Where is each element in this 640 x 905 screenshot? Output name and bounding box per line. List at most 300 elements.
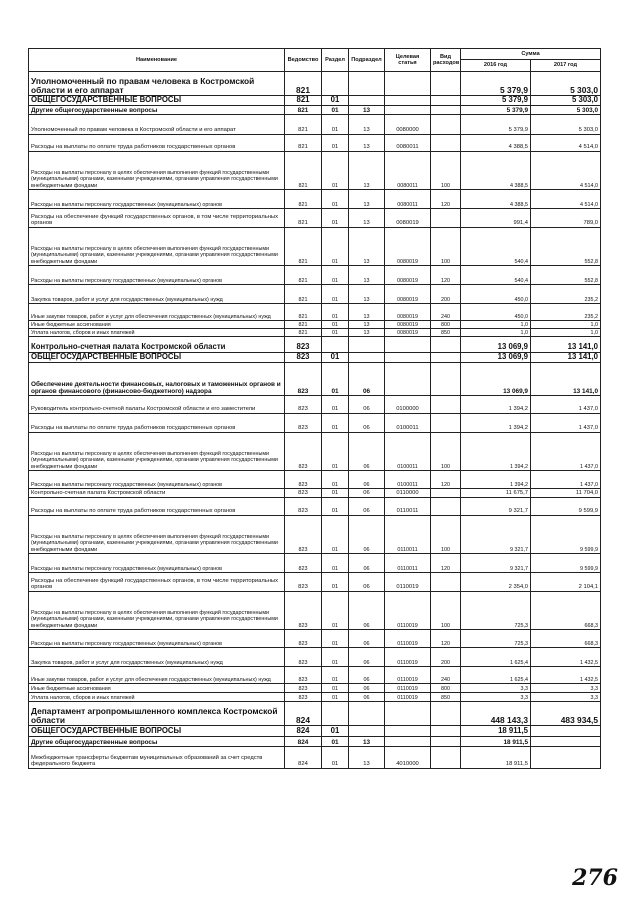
cell-sum-2016: 1 394,2	[461, 414, 531, 433]
cell-target-article: 0100011	[385, 471, 431, 489]
cell-name: Руководитель контрольно-счетной палаты Костромской области и его заместители	[29, 396, 285, 414]
cell-sum-2016: 3,3	[461, 684, 531, 693]
cell-target-article: 0080019	[385, 329, 431, 337]
cell-name: Иные бюджетные ассигнования	[29, 321, 285, 329]
cell-sum-2016: 3,3	[461, 693, 531, 702]
table-row	[29, 396, 601, 414]
cell-name: Контрольно-счетная палата Костромской области	[29, 337, 285, 353]
cell-razdel: 01	[322, 414, 349, 433]
cell-razdel	[322, 72, 349, 96]
cell-sum-2017: 235,2	[531, 285, 601, 304]
table-row	[29, 414, 601, 433]
cell-expense-type	[431, 498, 461, 516]
cell-razdel: 01	[322, 693, 349, 702]
cell-sum-2016: 725,3	[461, 630, 531, 648]
cell-ved: 821	[285, 321, 322, 329]
cell-podrazdel: 13	[349, 285, 385, 304]
cell-razdel: 01	[322, 209, 349, 228]
table-row	[29, 209, 601, 228]
cell-sum-2016: 9 321,7	[461, 516, 531, 554]
cell-expense-type: 850	[431, 693, 461, 702]
cell-expense-type: 240	[431, 667, 461, 684]
table-row	[29, 747, 601, 769]
cell-podrazdel	[349, 72, 385, 96]
cell-sum-2016: 13 069,9	[461, 353, 531, 363]
cell-expense-type	[431, 747, 461, 769]
cell-expense-type: 240	[431, 304, 461, 321]
cell-name: Иные закупки товаров, работ и услуг для обеспечения государственных (муниципальных) нужд	[29, 304, 285, 321]
cell-target-article: 0110011	[385, 554, 431, 573]
cell-razdel: 01	[322, 498, 349, 516]
cell-podrazdel: 13	[349, 321, 385, 329]
cell-sum-2016: 4 388,5	[461, 190, 531, 209]
cell-sum-2016: 1 394,2	[461, 396, 531, 414]
cell-expense-type	[431, 396, 461, 414]
table-row	[29, 152, 601, 190]
cell-razdel: 01	[322, 353, 349, 363]
cell-podrazdel: 06	[349, 684, 385, 693]
cell-name: Межбюджетные трансферты бюджетам муниципальных образований за счет средств федерального бюджета	[29, 747, 285, 769]
cell-target-article: 0100011	[385, 433, 431, 471]
cell-sum-2017: 5 303,0	[531, 115, 601, 135]
cell-name: Расходы на выплаты персоналу государственных (муниципальных) органов	[29, 630, 285, 648]
cell-sum-2016: 5 379,9	[461, 96, 531, 106]
table-row	[29, 363, 601, 396]
cell-razdel: 01	[322, 516, 349, 554]
cell-sum-2017: 235,2	[531, 304, 601, 321]
table-row	[29, 353, 601, 363]
cell-sum-2017: 1 432,5	[531, 667, 601, 684]
cell-podrazdel: 06	[349, 554, 385, 573]
cell-expense-type: 100	[431, 152, 461, 190]
header-podrazdel: Подраздел	[349, 49, 385, 72]
cell-ved: 821	[285, 190, 322, 209]
cell-target-article: 0080011	[385, 190, 431, 209]
table-row	[29, 684, 601, 693]
table-row	[29, 489, 601, 498]
cell-podrazdel	[349, 726, 385, 737]
table-row	[29, 693, 601, 702]
cell-razdel: 01	[322, 228, 349, 266]
table-row	[29, 96, 601, 106]
cell-expense-type: 120	[431, 630, 461, 648]
cell-sum-2017: 4 514,0	[531, 190, 601, 209]
cell-expense-type: 100	[431, 433, 461, 471]
cell-target-article: 0110011	[385, 516, 431, 554]
cell-ved: 821	[285, 152, 322, 190]
header-razdel: Раздел	[322, 49, 349, 72]
cell-razdel: 01	[322, 684, 349, 693]
cell-sum-2017: 4 514,0	[531, 135, 601, 152]
cell-target-article	[385, 337, 431, 353]
cell-expense-type: 120	[431, 471, 461, 489]
cell-ved: 821	[285, 115, 322, 135]
cell-razdel: 01	[322, 329, 349, 337]
cell-ved: 823	[285, 648, 322, 667]
cell-target-article: 0110019	[385, 573, 431, 592]
cell-expense-type	[431, 135, 461, 152]
cell-ved: 823	[285, 353, 322, 363]
cell-sum-2017: 789,0	[531, 209, 601, 228]
header-ved: Ведомство	[285, 49, 322, 72]
table-header	[29, 49, 601, 72]
cell-sum-2017: 11 704,0	[531, 489, 601, 498]
table-row	[29, 115, 601, 135]
cell-expense-type	[431, 72, 461, 96]
cell-podrazdel: 13	[349, 228, 385, 266]
table-row	[29, 702, 601, 726]
cell-name: Расходы на выплаты персоналу государственных (муниципальных) органов	[29, 471, 285, 489]
cell-sum-2016: 1 394,2	[461, 433, 531, 471]
cell-ved: 824	[285, 747, 322, 769]
cell-sum-2016: 5 379,9	[461, 106, 531, 115]
cell-ved: 824	[285, 726, 322, 737]
cell-razdel: 01	[322, 321, 349, 329]
cell-sum-2016: 1 625,4	[461, 648, 531, 667]
cell-expense-type	[431, 209, 461, 228]
cell-podrazdel: 06	[349, 498, 385, 516]
cell-sum-2017: 9 599,9	[531, 516, 601, 554]
cell-sum-2016: 725,3	[461, 592, 531, 630]
cell-target-article: 0110019	[385, 592, 431, 630]
cell-sum-2017: 4 514,0	[531, 152, 601, 190]
cell-podrazdel: 06	[349, 592, 385, 630]
table-row	[29, 471, 601, 489]
cell-expense-type: 800	[431, 321, 461, 329]
cell-sum-2016: 448 143,3	[461, 702, 531, 726]
cell-sum-2017: 13 141,0	[531, 353, 601, 363]
cell-podrazdel: 06	[349, 414, 385, 433]
cell-ved: 823	[285, 592, 322, 630]
cell-expense-type	[431, 573, 461, 592]
cell-ved: 824	[285, 702, 322, 726]
cell-razdel: 01	[322, 726, 349, 737]
cell-razdel: 01	[322, 471, 349, 489]
cell-expense-type: 850	[431, 329, 461, 337]
cell-sum-2016: 9 321,7	[461, 498, 531, 516]
cell-expense-type: 120	[431, 266, 461, 285]
table-row	[29, 554, 601, 573]
cell-razdel: 01	[322, 106, 349, 115]
cell-expense-type: 200	[431, 285, 461, 304]
cell-target-article: 0110019	[385, 648, 431, 667]
cell-target-article	[385, 737, 431, 747]
cell-sum-2017: 668,3	[531, 592, 601, 630]
cell-razdel: 01	[322, 667, 349, 684]
cell-name: Контрольно-счетная палата Костромской области	[29, 489, 285, 498]
table-row	[29, 648, 601, 667]
cell-podrazdel: 06	[349, 433, 385, 471]
table-row	[29, 667, 601, 684]
cell-sum-2017	[531, 726, 601, 737]
cell-podrazdel: 13	[349, 329, 385, 337]
cell-podrazdel	[349, 353, 385, 363]
cell-sum-2016: 18 911,5	[461, 726, 531, 737]
cell-expense-type	[431, 353, 461, 363]
cell-sum-2017: 552,8	[531, 228, 601, 266]
cell-sum-2017: 1 437,0	[531, 471, 601, 489]
cell-expense-type	[431, 363, 461, 396]
cell-razdel: 01	[322, 135, 349, 152]
cell-name: Департамент агропромышленного комплекса Костромской области	[29, 702, 285, 726]
cell-ved: 823	[285, 630, 322, 648]
cell-name: Закупка товаров, работ и услуг для государственных (муниципальных) нужд	[29, 285, 285, 304]
table-row	[29, 516, 601, 554]
cell-sum-2016: 4 388,5	[461, 152, 531, 190]
cell-ved: 821	[285, 209, 322, 228]
cell-ved: 821	[285, 72, 322, 96]
cell-sum-2017	[531, 737, 601, 747]
cell-target-article: 0080019	[385, 228, 431, 266]
table-row	[29, 329, 601, 337]
cell-razdel: 01	[322, 433, 349, 471]
cell-razdel: 01	[322, 573, 349, 592]
table-row	[29, 726, 601, 737]
cell-name: Расходы на обеспечение функций государственных органов, в том числе территориальных органов	[29, 209, 285, 228]
cell-podrazdel: 13	[349, 135, 385, 152]
cell-sum-2017: 3,3	[531, 693, 601, 702]
cell-podrazdel: 13	[349, 190, 385, 209]
cell-target-article: 0110019	[385, 667, 431, 684]
cell-expense-type: 120	[431, 190, 461, 209]
table-row	[29, 285, 601, 304]
cell-sum-2016: 18 911,5	[461, 737, 531, 747]
cell-sum-2016: 540,4	[461, 228, 531, 266]
cell-target-article	[385, 106, 431, 115]
cell-podrazdel: 13	[349, 266, 385, 285]
cell-razdel: 01	[322, 152, 349, 190]
table-row	[29, 304, 601, 321]
cell-ved: 821	[285, 304, 322, 321]
cell-sum-2017: 1 437,0	[531, 414, 601, 433]
cell-razdel: 01	[322, 648, 349, 667]
cell-name: Расходы на выплаты персоналу в целях обеспечения выполнения функций государственными (муниципальными) органами, казенными учреждениями, органами управления государственными внебюджетными фондами	[29, 433, 285, 471]
cell-sum-2016: 13 069,9	[461, 363, 531, 396]
table-row	[29, 321, 601, 329]
table-row	[29, 190, 601, 209]
cell-podrazdel: 13	[349, 106, 385, 115]
cell-name: Расходы на выплаты персоналу государственных (муниципальных) органов	[29, 266, 285, 285]
cell-sum-2016: 5 379,9	[461, 115, 531, 135]
cell-razdel	[322, 702, 349, 726]
table-row	[29, 135, 601, 152]
cell-name: Уплата налогов, сборов и иных платежей	[29, 329, 285, 337]
cell-name: Расходы на выплаты по оплате труда работников государственных органов	[29, 498, 285, 516]
cell-name: Расходы на выплаты персоналу в целях обеспечения выполнения функций государственными (муниципальными) органами, казенными учреждениями, органами управления государственными внебюджетными фондами	[29, 228, 285, 266]
cell-sum-2016: 2 354,0	[461, 573, 531, 592]
cell-ved: 823	[285, 498, 322, 516]
cell-expense-type	[431, 106, 461, 115]
cell-expense-type	[431, 726, 461, 737]
table-row	[29, 498, 601, 516]
cell-target-article: 0100011	[385, 414, 431, 433]
cell-target-article: 4010000	[385, 747, 431, 769]
cell-sum-2016: 13 069,9	[461, 337, 531, 353]
cell-sum-2017	[531, 747, 601, 769]
cell-razdel: 01	[322, 554, 349, 573]
cell-ved: 823	[285, 414, 322, 433]
cell-ved: 821	[285, 228, 322, 266]
header-target-article: Целевая статья	[385, 49, 431, 72]
cell-sum-2016: 9 321,7	[461, 554, 531, 573]
cell-razdel: 01	[322, 630, 349, 648]
cell-expense-type	[431, 489, 461, 498]
cell-target-article	[385, 96, 431, 106]
cell-ved: 823	[285, 516, 322, 554]
cell-name: Другие общегосударственные вопросы	[29, 106, 285, 115]
cell-expense-type: 100	[431, 516, 461, 554]
cell-name: Расходы на выплаты персоналу в целях обеспечения выполнения функций государственными (муниципальными) органами, казенными учреждениями, органами управления государственными внебюджетными фондами	[29, 152, 285, 190]
cell-target-article: 0080019	[385, 285, 431, 304]
cell-sum-2017: 9 599,9	[531, 498, 601, 516]
cell-sum-2016: 450,0	[461, 304, 531, 321]
cell-razdel: 01	[322, 737, 349, 747]
cell-name: ОБЩЕГОСУДАРСТВЕННЫЕ ВОПРОСЫ	[29, 353, 285, 363]
header-name: Наименование	[29, 49, 285, 72]
cell-podrazdel: 13	[349, 209, 385, 228]
cell-razdel: 01	[322, 304, 349, 321]
cell-sum-2017: 668,3	[531, 630, 601, 648]
cell-expense-type	[431, 96, 461, 106]
cell-podrazdel: 06	[349, 396, 385, 414]
cell-podrazdel: 06	[349, 648, 385, 667]
cell-razdel: 01	[322, 115, 349, 135]
cell-sum-2017: 2 104,1	[531, 573, 601, 592]
cell-name: Расходы на выплаты персоналу в целях обеспечения выполнения функций государственными (муниципальными) органами, казенными учреждениями, органами управления государственными внебюджетными фондами	[29, 516, 285, 554]
cell-sum-2017: 3,3	[531, 684, 601, 693]
cell-razdel: 01	[322, 190, 349, 209]
cell-sum-2017: 1 432,5	[531, 648, 601, 667]
cell-name: Уплата налогов, сборов и иных платежей	[29, 693, 285, 702]
cell-target-article: 0110019	[385, 630, 431, 648]
cell-target-article	[385, 726, 431, 737]
cell-expense-type: 800	[431, 684, 461, 693]
cell-razdel: 01	[322, 489, 349, 498]
table-row	[29, 737, 601, 747]
cell-sum-2016: 18 911,5	[461, 747, 531, 769]
cell-sum-2017: 5 303,0	[531, 106, 601, 115]
cell-podrazdel: 06	[349, 363, 385, 396]
cell-name: Уполномоченный по правам человека в Костромской области и его аппарат	[29, 115, 285, 135]
header-sum: Сумма	[461, 49, 601, 60]
cell-ved: 823	[285, 363, 322, 396]
cell-sum-2016: 5 379,9	[461, 72, 531, 96]
cell-target-article: 0100000	[385, 396, 431, 414]
cell-name: Иные закупки товаров, работ и услуг для обеспечения государственных (муниципальных) нужд	[29, 667, 285, 684]
table-body	[29, 72, 601, 769]
cell-podrazdel: 06	[349, 630, 385, 648]
cell-podrazdel	[349, 702, 385, 726]
cell-target-article: 0080019	[385, 266, 431, 285]
cell-podrazdel: 06	[349, 693, 385, 702]
cell-sum-2016: 1 394,2	[461, 471, 531, 489]
cell-name: Расходы на выплаты по оплате труда работников государственных органов	[29, 135, 285, 152]
cell-ved: 821	[285, 285, 322, 304]
cell-razdel: 01	[322, 592, 349, 630]
cell-razdel: 01	[322, 747, 349, 769]
cell-target-article	[385, 702, 431, 726]
cell-podrazdel: 13	[349, 737, 385, 747]
header-year-2016: 2016 год	[461, 60, 531, 72]
cell-target-article: 0110019	[385, 693, 431, 702]
cell-ved: 823	[285, 573, 322, 592]
cell-podrazdel: 06	[349, 516, 385, 554]
cell-name: Расходы на выплаты персоналу государственных (муниципальных) органов	[29, 190, 285, 209]
cell-podrazdel: 13	[349, 304, 385, 321]
cell-sum-2016: 1,0	[461, 321, 531, 329]
cell-ved: 823	[285, 471, 322, 489]
cell-ved: 821	[285, 106, 322, 115]
cell-razdel: 01	[322, 266, 349, 285]
cell-razdel	[322, 337, 349, 353]
cell-podrazdel: 06	[349, 667, 385, 684]
cell-target-article	[385, 72, 431, 96]
cell-sum-2017: 9 599,9	[531, 554, 601, 573]
cell-name: Обеспечение деятельности финансовых, налоговых и таможенных органов и органов финансового (финансово-бюджетного) надзора	[29, 363, 285, 396]
cell-podrazdel: 06	[349, 489, 385, 498]
cell-podrazdel	[349, 96, 385, 106]
header-year-2017: 2017 год	[531, 60, 601, 72]
cell-sum-2017: 13 141,0	[531, 363, 601, 396]
header-expense-type: Вид расходов	[431, 49, 461, 72]
cell-name: ОБЩЕГОСУДАРСТВЕННЫЕ ВОПРОСЫ	[29, 726, 285, 737]
cell-expense-type	[431, 737, 461, 747]
cell-expense-type: 120	[431, 554, 461, 573]
cell-expense-type	[431, 115, 461, 135]
cell-name: Иные бюджетные ассигнования	[29, 684, 285, 693]
cell-sum-2017: 1,0	[531, 329, 601, 337]
cell-razdel: 01	[322, 96, 349, 106]
cell-ved: 821	[285, 96, 322, 106]
cell-target-article	[385, 353, 431, 363]
cell-expense-type	[431, 337, 461, 353]
cell-name: Расходы на выплаты персоналу в целях обеспечения выполнения функций государственными (муниципальными) органами, казенными учреждениями, органами управления государственными внебюджетными фондами	[29, 592, 285, 630]
cell-ved: 823	[285, 489, 322, 498]
cell-ved: 823	[285, 433, 322, 471]
cell-podrazdel: 06	[349, 573, 385, 592]
cell-ved: 823	[285, 337, 322, 353]
cell-name: ОБЩЕГОСУДАРСТВЕННЫЕ ВОПРОСЫ	[29, 96, 285, 106]
cell-name: Расходы на обеспечение функций государственных органов, в том числе территориальных органов	[29, 573, 285, 592]
cell-podrazdel	[349, 337, 385, 353]
cell-ved: 823	[285, 667, 322, 684]
cell-target-article: 0080019	[385, 304, 431, 321]
cell-target-article: 0110019	[385, 684, 431, 693]
cell-target-article: 0080011	[385, 135, 431, 152]
cell-sum-2017: 1 437,0	[531, 396, 601, 414]
cell-name: Другие общегосударственные вопросы	[29, 737, 285, 747]
table-row	[29, 592, 601, 630]
cell-ved: 823	[285, 554, 322, 573]
cell-podrazdel: 13	[349, 115, 385, 135]
budget-table-container	[28, 48, 600, 769]
table-row	[29, 433, 601, 471]
table-row	[29, 72, 601, 96]
cell-sum-2016: 1,0	[461, 329, 531, 337]
cell-expense-type	[431, 414, 461, 433]
cell-target-article: 0080019	[385, 209, 431, 228]
cell-target-article	[385, 363, 431, 396]
cell-ved: 821	[285, 329, 322, 337]
table-row	[29, 630, 601, 648]
cell-sum-2016: 4 388,5	[461, 135, 531, 152]
cell-expense-type	[431, 702, 461, 726]
cell-podrazdel: 13	[349, 152, 385, 190]
cell-sum-2017: 552,8	[531, 266, 601, 285]
cell-ved: 821	[285, 266, 322, 285]
cell-sum-2017: 1,0	[531, 321, 601, 329]
cell-target-article: 0110011	[385, 498, 431, 516]
